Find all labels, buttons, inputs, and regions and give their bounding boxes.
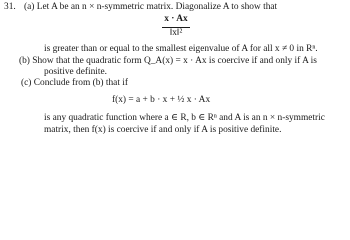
part-b-line-2: positive definite. — [44, 67, 108, 77]
fraction-numerator: x · Ax — [164, 14, 188, 24]
part-c-line-1 — [21, 79, 128, 88]
part-a-label: (a) — [24, 2, 35, 12]
part-b-label: (b) — [19, 56, 30, 66]
problem-number: 31. — [4, 2, 16, 12]
part-c-label: (c) — [21, 78, 32, 88]
part-b-line-1 — [19, 57, 317, 66]
part-a-text: Let A be an n × n-symmetric matrix. Diagonalize A to show that — [36, 2, 278, 12]
part-c-text: Conclude from (b) that if — [33, 78, 128, 88]
rayleigh-quotient-fraction — [158, 15, 194, 38]
part-b-text: Show that the quadratic form Q_A(x) = x · Ax is coercive if and only if A is — [32, 56, 317, 66]
part-c-line-2: is any quadratic function where a ∈ R, b ∈ Rⁿ and A is an n × n-symmetric — [44, 113, 325, 123]
quadratic-function-formula: f(x) = a + b · x + ½ x · Ax — [112, 95, 211, 105]
fraction-denominator: ‖x‖² — [169, 28, 183, 38]
part-c-line-3: matrix, then f(x) is coercive if and only if A is positive definite. — [44, 125, 282, 135]
part-a-line-1 — [24, 3, 277, 12]
part-a-line-2: is greater than or equal to the smallest eigenvalue of A for all x ≠ 0 in Rⁿ. — [44, 44, 318, 54]
